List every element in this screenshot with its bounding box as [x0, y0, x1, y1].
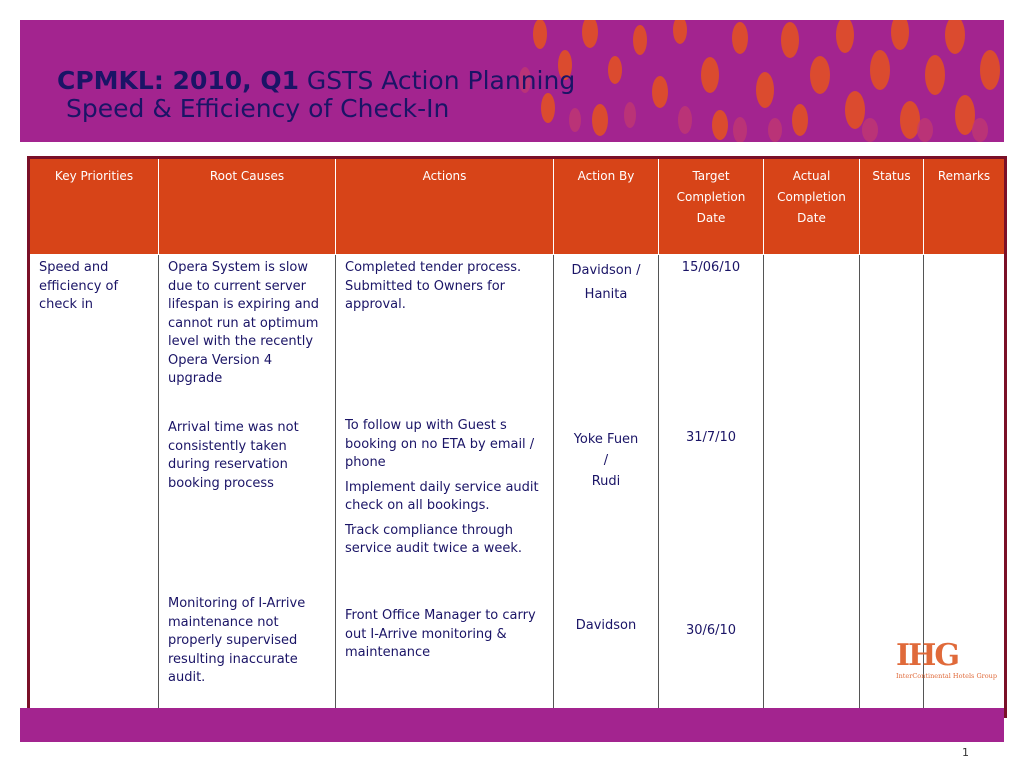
root-causes-cell — [159, 255, 336, 717]
action-5: Front Office Manager to carry out I-Arrive monitoring & maintenance — [345, 608, 536, 660]
page-number: 1 — [962, 746, 969, 759]
col-actions: Actions — [336, 158, 554, 255]
col-root-causes: Root Causes — [159, 158, 336, 255]
action-by-3: Davidson — [575, 618, 637, 633]
page-title: CPMKL: 2010, Q1 GSTS Action Planning — [57, 66, 576, 95]
col-status: Status — [860, 158, 924, 255]
target-date-3: 30/6/10 — [685, 623, 737, 638]
page-subtitle: Speed & Efficiency of Check-In — [66, 94, 450, 123]
action-by-cell — [554, 255, 659, 717]
action-by-2: Yoke Fuen / Rudi — [573, 432, 639, 489]
target-date-1: 15/06/10 — [681, 260, 741, 275]
action-plan-table — [27, 156, 1007, 718]
action-1: Completed tender process. Submitted to Owners for approval. — [345, 260, 522, 312]
col-actual-date: Actual Completion Date — [764, 158, 860, 255]
root-cause-3: Monitoring of I-Arrive maintenance not properly supervised resulting inaccurate audit. — [168, 596, 306, 685]
action-4: Track compliance through service audit twice a week. — [345, 522, 523, 556]
logo-mark: IHG — [896, 638, 958, 673]
target-date-cell — [659, 255, 764, 717]
action-group-2 — [345, 417, 544, 565]
col-action-by: Action By — [554, 158, 659, 255]
root-cause-1: Opera System is slow due to current server lifespan is expiring and cannot run at optimum level with the recently Opera Version 4 upgrade — [168, 260, 320, 386]
root-cause-2: Arrival time was not consistently taken during reservation booking process — [168, 420, 299, 491]
table-row — [29, 255, 1006, 717]
action-3: Implement daily service audit check on all bookings. — [345, 479, 539, 513]
footer-bar — [20, 708, 1004, 742]
actions-cell — [336, 255, 554, 717]
col-remarks: Remarks — [924, 158, 1006, 255]
logo-tagline: InterContinental Hotels Group — [896, 672, 998, 680]
actual-date-cell — [764, 255, 860, 717]
target-date-2: 31/7/10 — [685, 430, 737, 445]
action-by-1: Davidson / Hanita — [571, 263, 641, 302]
ihg-logo — [896, 640, 996, 688]
action-2: To follow up with Guest s booking on no ETA by email / phone — [345, 418, 535, 470]
col-target-date: Target Completion Date — [659, 158, 764, 255]
col-key-priorities: Key Priorities — [29, 158, 159, 255]
table-header-row — [29, 158, 1006, 255]
key-priority-cell: Speed and efficiency of check in — [29, 255, 159, 717]
